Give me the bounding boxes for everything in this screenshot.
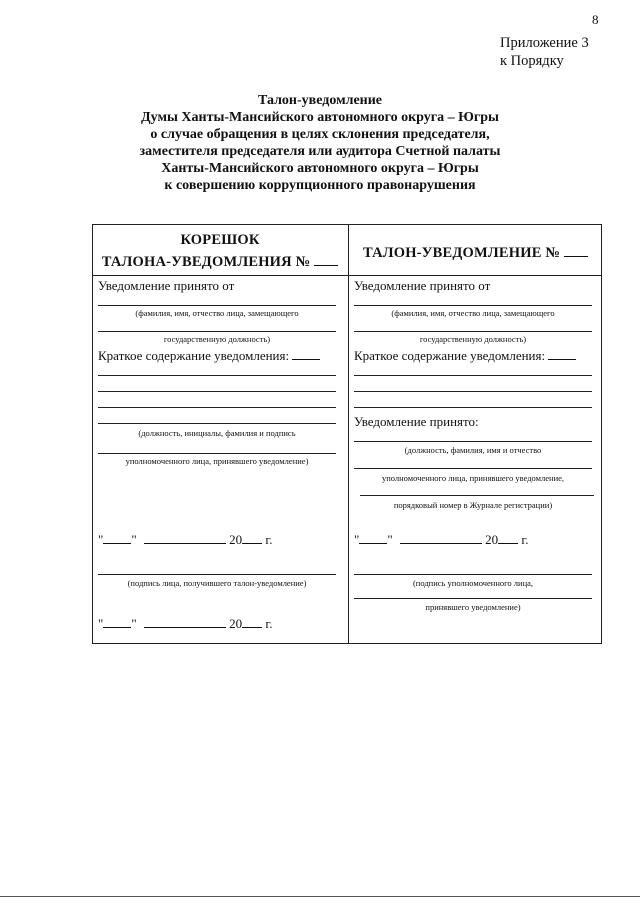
stub-summary-line (98, 407, 336, 408)
date-close-quote: " (131, 532, 137, 547)
date-open-quote: " (354, 532, 360, 547)
slip-reg-line (360, 495, 594, 496)
stub-header-line2-row (92, 253, 348, 271)
slip-summary-blank (548, 347, 576, 360)
year-blank (242, 531, 262, 544)
slip-caption-position: государственную должность) (419, 334, 527, 344)
document-title (70, 92, 570, 194)
slip-summary-line (354, 375, 592, 376)
title-line: Талон-уведомление (257, 93, 383, 108)
year-blank (242, 615, 262, 628)
header-divider (92, 275, 602, 276)
slip-summary-line (354, 391, 592, 392)
appendix-reference (500, 34, 589, 70)
stub-caption-signature: (подпись лица, получившего талон-уведомление) (127, 578, 307, 588)
year-suffix: г. (521, 532, 529, 547)
slip-caption-authorized: уполномоченного лица, принявшего уведомление, (381, 473, 565, 483)
stub-official-line (98, 423, 336, 424)
stub-authorized-line (98, 453, 336, 454)
slip-caption-signature1: (подпись уполномоченного лица, (412, 578, 534, 588)
page-number: 8 (592, 12, 599, 27)
stub-summary-line (98, 391, 336, 392)
stub-summary-blank (292, 347, 320, 360)
title-line: Ханты-Мансийского автономного округа – Югры (161, 161, 479, 176)
stub-summary-text: Краткое содержание уведомления: (98, 348, 290, 363)
stub-received-from: Уведомление принято от (98, 278, 235, 293)
slip-caption-official: (должность, фамилия, имя и отчество (404, 445, 542, 455)
slip-summary-label (354, 347, 576, 364)
slip-caption-signature2: принявшего уведомление) (425, 602, 521, 612)
year-prefix: 20 (485, 532, 499, 547)
stub-summary-line (98, 375, 336, 376)
slip-signature-line (354, 574, 592, 575)
slip-fio-line (354, 305, 592, 306)
year-prefix: 20 (229, 616, 243, 631)
stub-caption-fio: (фамилия, имя, отчество лица, замещающего (135, 308, 299, 318)
stub-summary-label (98, 347, 320, 364)
slip-official-line (354, 441, 592, 442)
stub-fio-line (98, 305, 336, 306)
title-line: заместителя председателя или аудитора Счетной палаты (139, 144, 501, 159)
date-open-quote: " (98, 616, 104, 631)
stub-caption-authorized: уполномоченного лица, принявшего уведомление) (125, 456, 309, 466)
stub-number-blank (314, 253, 338, 266)
month-blank (144, 615, 226, 628)
title-line: Думы Ханты-Мансийского автономного округа – Югры (141, 110, 499, 125)
day-blank (103, 531, 131, 544)
stub-header-line2: ТАЛОНА-УВЕДОМЛЕНИЯ № (101, 254, 311, 270)
title-line: к совершению коррупционного правонарушения (164, 178, 476, 193)
stub-header-line1: КОРЕШОК (180, 232, 260, 248)
scan-edge-line (0, 896, 640, 897)
day-blank (103, 615, 131, 628)
appendix-line1: Приложение 3 (500, 35, 589, 51)
slip-summary-text: Краткое содержание уведомления: (354, 348, 546, 363)
slip-header (349, 244, 602, 262)
stub-caption-official: (должность, инициалы, фамилия и подпись (138, 428, 296, 438)
slip-signature-line-2 (354, 598, 592, 599)
year-prefix: 20 (229, 532, 243, 547)
stub-date-row-1 (98, 531, 273, 548)
slip-position-line (354, 331, 592, 332)
year-suffix: г. (265, 532, 273, 547)
stub-header (92, 232, 348, 271)
slip-caption-reg-number: порядковый номер в Журнале регистрации) (393, 500, 553, 510)
slip-received-from: Уведомление принято от (354, 278, 491, 293)
month-blank (144, 531, 226, 544)
stub-date-row-2 (98, 615, 273, 632)
slip-authorized-line (354, 468, 592, 469)
appendix-line2: к Порядку (500, 53, 564, 69)
slip-accepted-label: Уведомление принято: (354, 414, 479, 429)
date-open-quote: " (98, 532, 104, 547)
slip-summary-line (354, 407, 592, 408)
stub-position-line (98, 331, 336, 332)
date-close-quote: " (387, 532, 393, 547)
slip-caption-fio: (фамилия, имя, отчество лица, замещающего (391, 308, 555, 318)
date-close-quote: " (131, 616, 137, 631)
day-blank (359, 531, 387, 544)
month-blank (400, 531, 482, 544)
year-suffix: г. (265, 616, 273, 631)
stub-caption-position: государственную должность) (163, 334, 271, 344)
slip-header-text: ТАЛОН-УВЕДОМЛЕНИЕ № (362, 245, 561, 261)
title-line: о случае обращения в целях склонения председателя, (150, 127, 490, 142)
year-blank (498, 531, 518, 544)
stub-signature-line (98, 574, 336, 575)
slip-date-row (354, 531, 529, 548)
slip-number-blank (564, 244, 588, 257)
column-divider (348, 224, 349, 644)
